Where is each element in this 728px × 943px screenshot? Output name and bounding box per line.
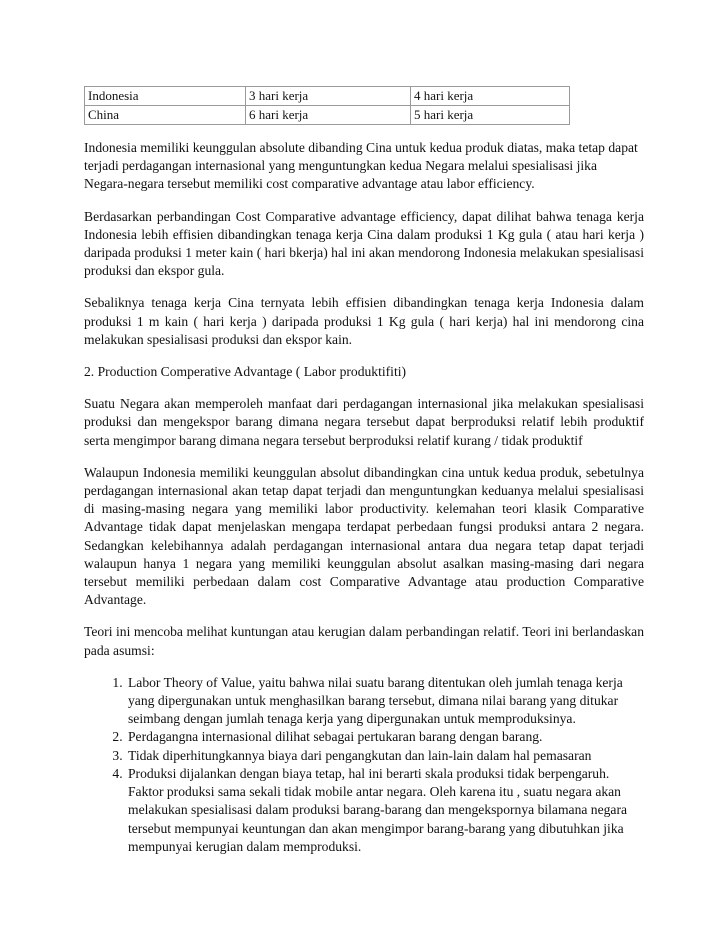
table-row [85, 106, 570, 125]
paragraph-absolute-advantage: Indonesia memiliki keunggulan absolute dibanding Cina untuk kedua produk diatas, maka tetap dapat terjadi perdagangan internasional yang menguntungkan kedua Negara melalui spesialisasi jika Negara-negara tersebut memiliki cost comparative advantage atau labor efficiency. [84, 140, 638, 192]
table-cell: 5 hari kerja [411, 106, 570, 125]
assumption-list [84, 674, 644, 856]
paragraph-cost-comparative: Berdasarkan perbandingan Cost Comparative advantage efficiency, dapat dilihat bahwa tenaga kerja Indonesia lebih effisien dibandingkan tenaga kerja Cina dalam produksi 1 Kg gula ( atau hari kerja ) daripada produksi 1 meter kain ( hari bkerja) hal ini akan mendorong Indonesia melakukan spesialisasi produksi dan ekspor gula. [84, 208, 644, 279]
paragraph-labor-productivity: Walaupun Indonesia memiliki keunggulan absolut dibandingkan cina untuk kedua produk, sebetulnya perdagangan internasional akan tetap dapat terjadi dan menguntungkan keduanya melalui spesialisasi di masing-masing negara yang memiliki labor productivity. kelemahan teori klasik Comparative Advantage tidak dapat menjelaskan mengapa terdapat perbedaan fungsi produksi antara 2 negara. Sedangkan kelebihannya adalah perdagangan internasional antara dua negara tetap dapat terjadi walaupun hanya 1 negara yang memiliki keunggulan absolut asalkan masing-masing dari negara tersebut memiliki perbedaan dalam cost Comparative Advantage atau production Comparative Advantage. [84, 464, 644, 608]
document-page [84, 86, 644, 856]
paragraph-production-advantage: Suatu Negara akan memperoleh manfaat dari perdagangan internasional jika melakukan spesialisasi produksi dan mengekspor barang dimana negara tersebut dapat berproduksi relatif lebih produktif serta mengimpor barang dimana negara tersebut berproduksi relatif kurang / tidak produktif [84, 396, 644, 448]
table-cell: 4 hari kerja [411, 87, 570, 106]
list-item: 3. Tidak diperhitungkannya biaya dari pengangkutan dan lain-lain dalam hal pemasaran [126, 747, 644, 765]
table-cell: China [85, 106, 246, 125]
table-cell: Indonesia [85, 87, 246, 106]
list-item: 4. Produksi dijalankan dengan biaya tetap, hal ini berarti skala produksi tidak berpengaruh. Faktor produksi sama sekali tidak mobile antar negara. Oleh karena itu , suatu negara akan melakukan spesialisasi dalam produksi barang-barang dan mengekspornya bilamana negara tersebut mempunyai keuntungan dan akan mengimpor barang-barang yang dibutuhkan jika mempunyai kerugian dalam memproduksi. [126, 765, 644, 856]
table-cell: 3 hari kerja [246, 87, 411, 106]
section-heading: 2. Production Comperative Advantage ( Labor produktifiti) [84, 364, 407, 380]
list-item: 1. Labor Theory of Value, yaitu bahwa nilai suatu barang ditentukan oleh jumlah tenaga kerja yang dipergunakan untuk menghasilkan barang tersebut, dimana nilai barang yang ditukar seimbang dengan jumlah tenaga kerja yang dipergunakan untuk memproduksinya. [126, 674, 644, 729]
table-cell: 6 hari kerja [246, 106, 411, 125]
labor-table [84, 86, 570, 125]
paragraph-assumptions-intro: Teori ini mencoba melihat kuntungan atau kerugian dalam perbandingan relatif. Teori ini berlandaskan pada asumsi: [84, 624, 644, 658]
list-item: 2. Perdagangna internasional dilihat sebagai pertukaran barang dengan barang. [126, 728, 644, 746]
table-row [85, 87, 570, 106]
paragraph-cina-efficiency: Sebaliknya tenaga kerja Cina ternyata lebih effisien dibandingkan tenaga kerja Indonesia dalam produksi 1 m kain ( hari kerja ) daripada produksi 1 Kg gula ( hari kerja) hal ini mendorong cina melakukan spesialisasi produksi dan ekspor kain. [84, 295, 644, 347]
